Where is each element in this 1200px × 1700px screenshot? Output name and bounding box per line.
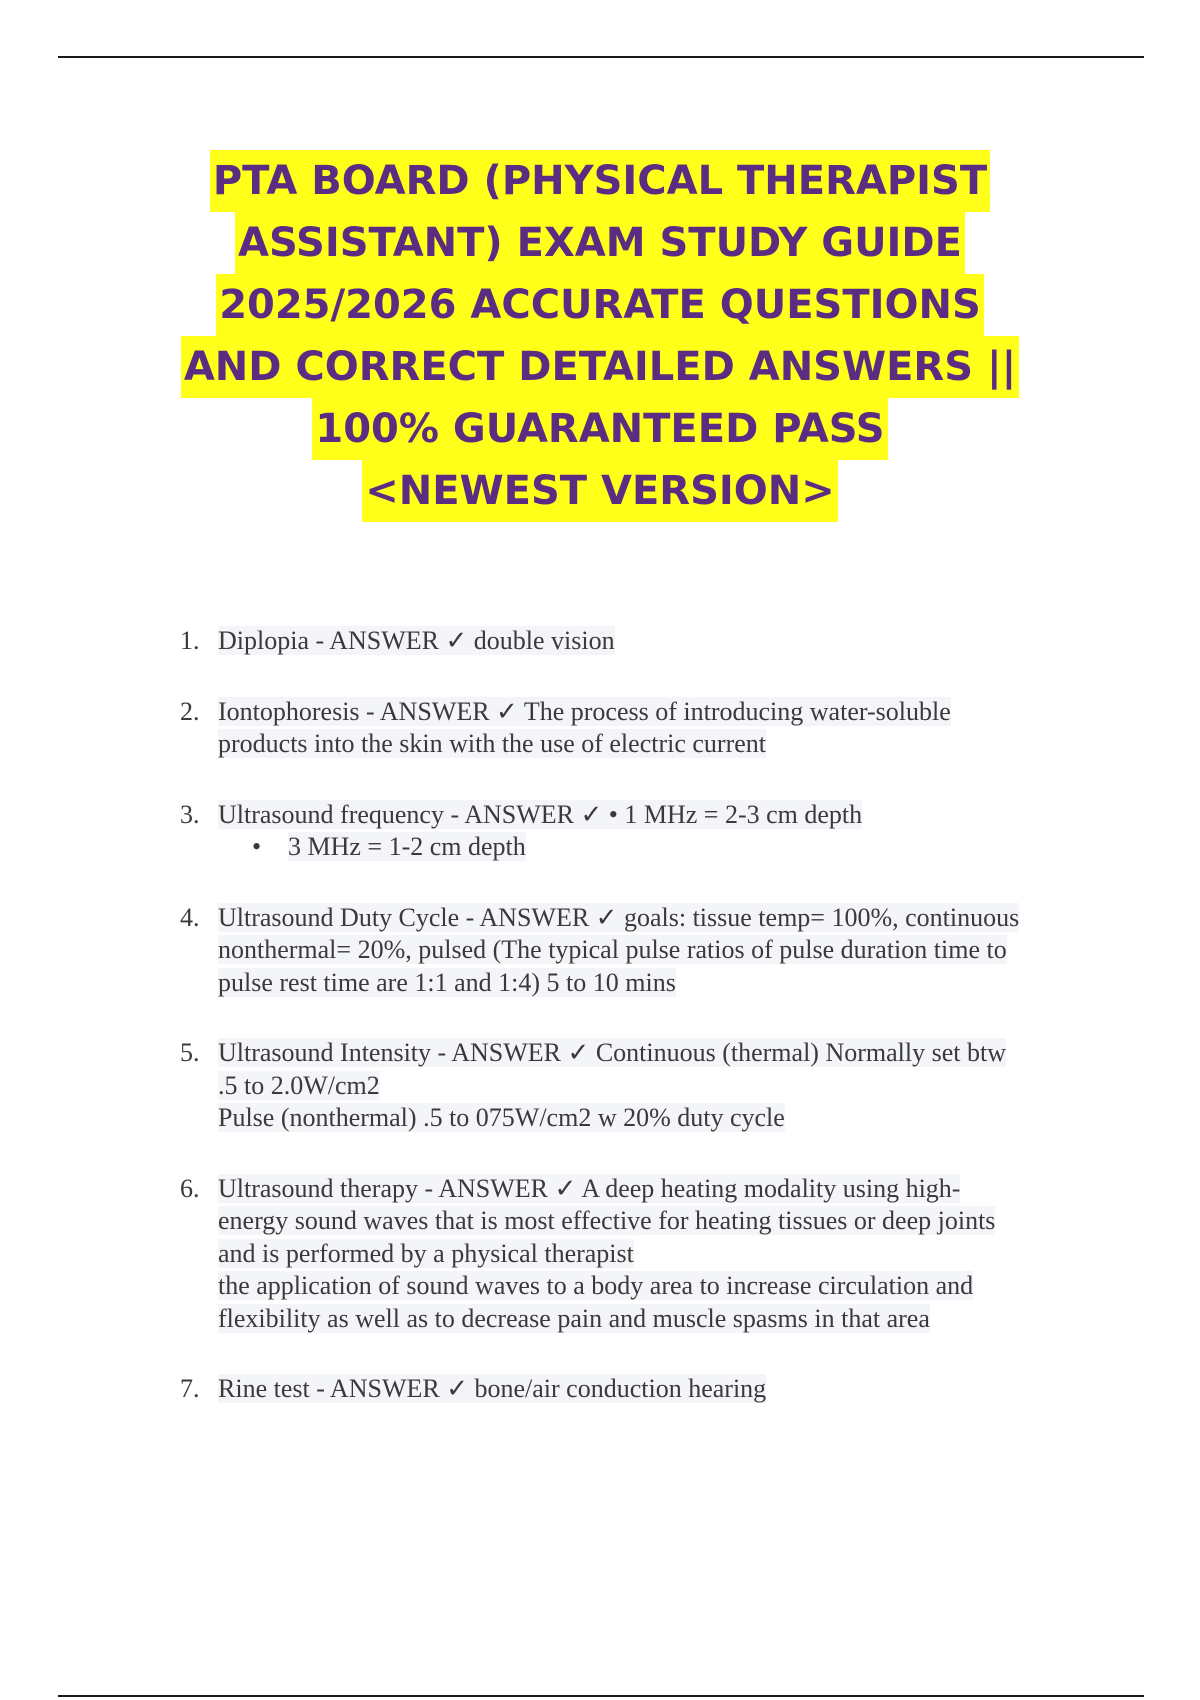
item-text: Ultrasound Intensity - ANSWER ✓ Continuous (thermal) Normally set btw xyxy=(218,1038,1006,1067)
list-item xyxy=(0,625,1200,658)
title-line: 2025/2026 ACCURATE QUESTIONS xyxy=(216,274,984,336)
bottom-rule xyxy=(58,1695,1144,1697)
item-number: 5. xyxy=(180,1038,200,1067)
qa-list xyxy=(0,625,1200,1444)
item-text: Pulse (nonthermal) .5 to 075W/cm2 w 20% duty cycle xyxy=(218,1103,785,1132)
list-item xyxy=(0,1373,1200,1406)
item-text: Diplopia - ANSWER ✓ double vision xyxy=(218,626,615,655)
list-item xyxy=(0,902,1200,1000)
item-text: nonthermal= 20%, pulsed (The typical pulse ratios of pulse duration time to xyxy=(218,935,1007,964)
item-text: Ultrasound therapy - ANSWER ✓ A deep heating modality using high- xyxy=(218,1173,961,1203)
list-item xyxy=(0,1173,1200,1336)
item-text: Ultrasound frequency - ANSWER ✓ • 1 MHz = 2-3 cm depth xyxy=(218,799,863,829)
item-number: 6. xyxy=(180,1173,200,1203)
item-text: Ultrasound Duty Cycle - ANSWER ✓ goals: tissue temp= 100%, continuous xyxy=(218,902,1020,932)
title-line: <NEWEST VERSION> xyxy=(362,460,838,522)
item-text: Iontophoresis - ANSWER ✓ The process of introducing water-soluble xyxy=(218,696,951,726)
bullet-icon: • xyxy=(252,832,262,861)
sub-bullet xyxy=(218,831,1200,864)
item-text: energy sound waves that is most effective for heating tissues or deep joints xyxy=(218,1206,996,1235)
sub-bullet-text: 3 MHz = 1-2 cm depth xyxy=(288,832,526,861)
item-number: 4. xyxy=(180,902,200,932)
title-line: PTA BOARD (PHYSICAL THERAPIST xyxy=(210,150,990,212)
item-text: pulse rest time are 1:1 and 1:4) 5 to 10 mins xyxy=(218,967,676,997)
item-number: 7. xyxy=(180,1374,200,1403)
item-text: flexibility as well as to decrease pain and muscle spasms in that area xyxy=(218,1303,930,1333)
document-title xyxy=(0,150,1200,522)
title-line: AND CORRECT DETAILED ANSWERS || xyxy=(181,336,1019,398)
item-number: 3. xyxy=(180,799,200,829)
item-text: products into the skin with the use of electric current xyxy=(218,729,767,758)
item-text: Rine test - ANSWER ✓ bone/air conduction hearing xyxy=(218,1374,767,1403)
top-rule xyxy=(58,56,1144,58)
list-item xyxy=(0,1037,1200,1135)
item-text: .5 to 2.0W/cm2 xyxy=(218,1070,380,1100)
list-item xyxy=(0,696,1200,761)
item-text: and is performed by a physical therapist xyxy=(218,1238,634,1268)
item-text: the application of sound waves to a body area to increase circulation and xyxy=(218,1271,974,1300)
title-line: ASSISTANT) EXAM STUDY GUIDE xyxy=(235,212,965,274)
item-number: 1. xyxy=(180,626,200,655)
item-number: 2. xyxy=(180,696,200,726)
title-line: 100% GUARANTEED PASS xyxy=(312,398,887,460)
list-item xyxy=(0,799,1200,864)
